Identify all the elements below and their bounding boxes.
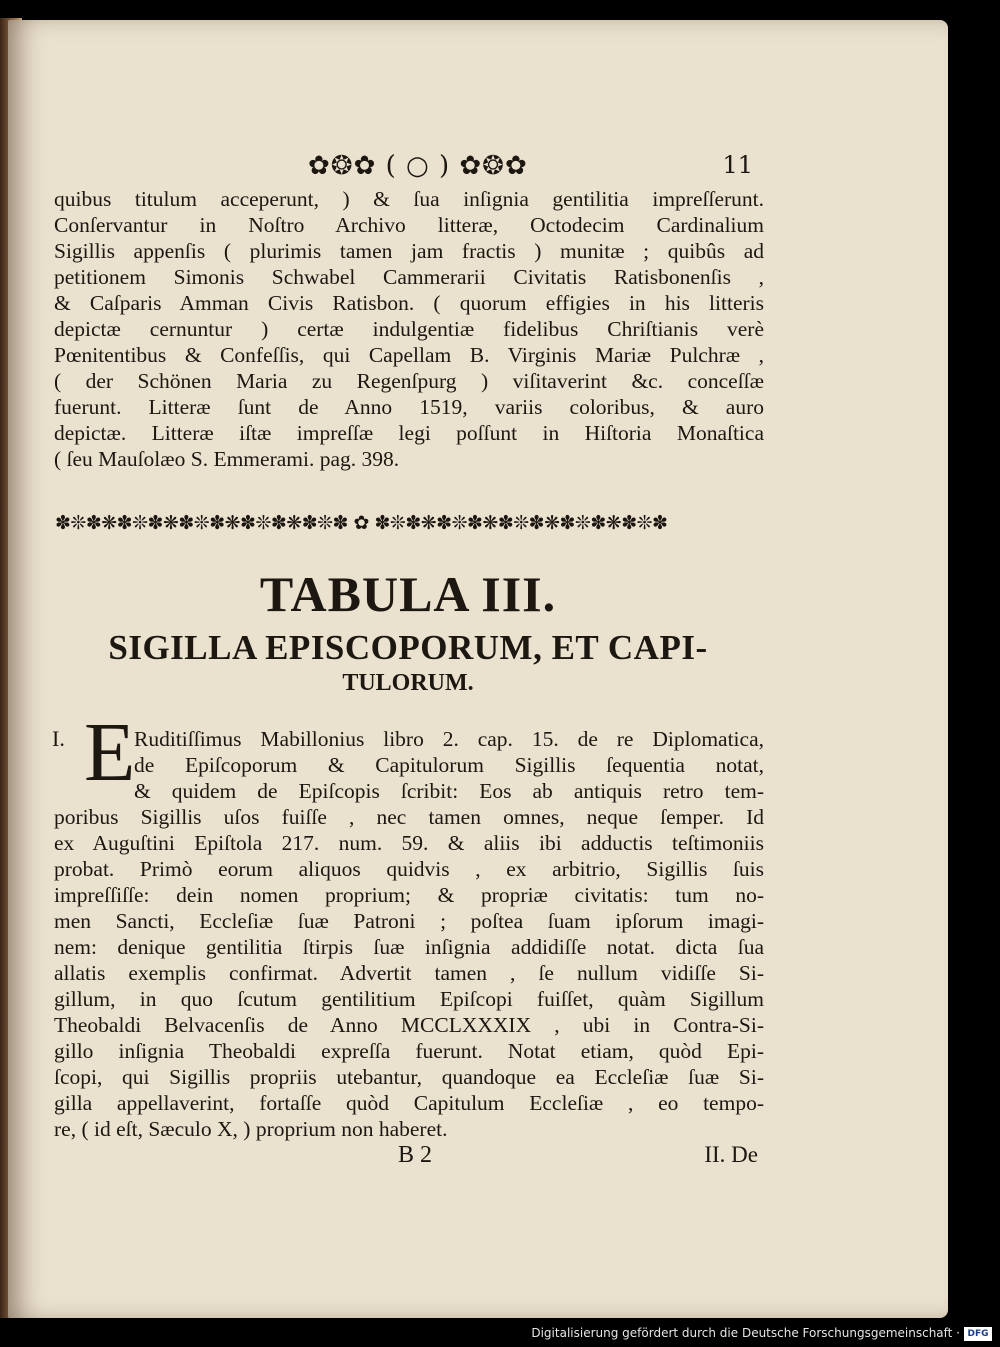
text-line: re, ( id eſt, Sæculo X, ) proprium non haberet. xyxy=(54,1117,448,1141)
text-line: ( der Schönen Maria zu Regenſpurg ) viſitaverint &c. conceſſæ xyxy=(54,369,764,393)
text-line: Sigillis appenſis ( plurimis tamen jam fractis ) munitæ ; quibûs ad xyxy=(54,239,764,263)
text-line: gillo inſignia Theobaldi expreſſa fuerunt. Notat etiam, quòd Epi- xyxy=(54,1039,764,1063)
top-paragraph xyxy=(54,186,764,472)
header-ornament: ✿❂✿ ( ○ ) ✿❂✿ xyxy=(308,151,528,181)
text-line: poribus Sigillis uſos fuiſſe , nec tamen omnes, neque ſemper. Id xyxy=(54,805,764,829)
digitization-credit: Digitalisierung gefördert durch die Deutsche Forschungsgemeinschaft · xyxy=(531,1326,960,1340)
text-line: gilla appellaverint, fortaſſe quòd Capitulum Eccleſiæ , eo tempo- xyxy=(54,1091,764,1115)
text-line: nem: denique gentilitia ſtirpis ſuæ inſignia addidiſſe notat. dicta ſua xyxy=(54,935,764,959)
catchword: II. De xyxy=(704,1142,758,1167)
text-line: Pœnitentibus & Confeſſis, qui Capellam B. Virginis Mariæ Pulchræ , xyxy=(54,343,764,367)
text-line: Theobaldi Belvacenſis de Anno MCCLXXXIX , ubi in Contra-Si- xyxy=(54,1013,764,1037)
text-line: probat. Primò eorum aliquos quidvis , ex arbitrio, Sigillis ſuis xyxy=(54,857,764,881)
text-line: allatis exemplis confirmat. Advertit tamen , ſe nullum vidiſſe Si- xyxy=(54,961,764,985)
text-line: & quidem de Epiſcopis ſcribit: Eos ab antiquis retro tem- xyxy=(134,779,764,803)
text-line: Conſervantur in Noſtro Archivo litteræ, Octodecim Cardinalium xyxy=(54,213,764,237)
section-title: TABULA III. xyxy=(259,566,557,622)
text-line: men Sancti, Eccleſiæ ſuæ Patroni ; poſtea ſuam ipſorum imagi- xyxy=(54,909,764,933)
text-line: petitionem Simonis Schwabel Cammerarii Civitatis Ratisbonenſis , xyxy=(54,265,764,289)
text-line: depictæ cernuntur ) certæ indulgentiæ fidelibus Chriſtianis verè xyxy=(54,317,764,341)
text-line: depictæ. Litteræ iſtæ impreſſæ legi poſſunt in Hiſtoria Monaſtica xyxy=(54,421,764,445)
text-line: gillum, in quo ſcutum gentilitium Epiſcopi fuiſſet, quàm Sigillum xyxy=(54,987,764,1011)
drop-cap: E xyxy=(84,706,136,799)
text-line: ſcopi, qui Sigillis propriis utebantur, quandoque ea Eccleſiæ ſuæ Si- xyxy=(54,1065,764,1089)
text-line: fuerunt. Litteræ ſunt de Anno 1519, variis coloribus, & auro xyxy=(54,395,764,419)
text-line: de Epiſcoporum & Capitulorum Sigillis ſequentia notat, xyxy=(134,753,764,777)
book-page xyxy=(8,20,948,1318)
signature-mark: B 2 xyxy=(398,1142,433,1168)
dfg-logo: DFG xyxy=(964,1327,992,1341)
text-line: ex Auguſtini Epiſtola 217. num. 59. & aliis ibi adductis teſtimoniis xyxy=(54,831,764,855)
paragraph-number: I. xyxy=(52,726,65,751)
text-line: impreſſiſſe: dein nomen proprium; & propriæ civitatis: tum no- xyxy=(54,883,764,907)
section-subtitle: SIGILLA EPISCOPORUM, ET CAPI- xyxy=(108,628,708,667)
text-line: quibus titulum acceperunt, ) & ſua inſignia gentilitia impreſſerunt. xyxy=(54,187,764,211)
text-line: Ruditiſſimus Mabillonius libro 2. cap. 15. de re Diplomatica, xyxy=(134,727,764,751)
ornamental-divider: ✽❊✽❋✽❊✽❋✽❊✽❋✽❊✽❋✽❊✽ ✿ ✽❊✽❋✽❊✽❋✽❊✽❋✽❊✽❋✽❊✽ xyxy=(55,512,668,534)
body-paragraph xyxy=(54,726,764,1142)
page-number: 11 xyxy=(722,151,753,179)
text-line: ( ſeu Mauſolæo S. Emmerami. pag. 398. xyxy=(54,447,400,471)
text-line: & Caſparis Amman Civis Ratisbon. ( quorum effigies in his litteris xyxy=(54,291,764,315)
section-subtitle-continued: TULORUM. xyxy=(342,670,474,696)
